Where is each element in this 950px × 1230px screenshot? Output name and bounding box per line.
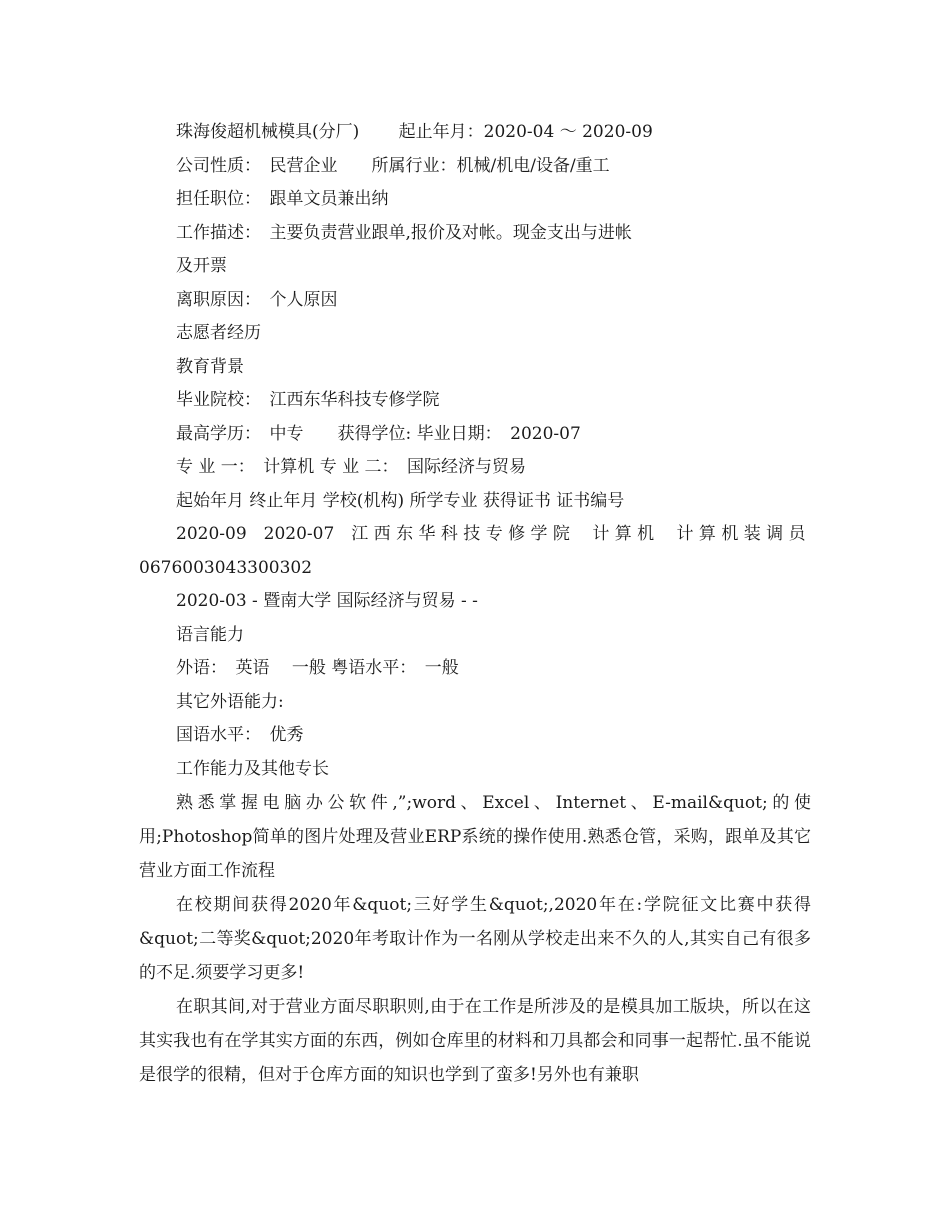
education-heading: 教育背景 bbox=[176, 356, 244, 377]
mandarin-line: 国语水平： 优秀 bbox=[176, 725, 304, 745]
company-nature-line: 公司性质： 民营企业 所属行业：机械/机电/设备/重工 bbox=[176, 155, 610, 176]
work-company-line: 珠海俊超机械模具(分厂) 起止年月：2020-04 ～ 2020-09 bbox=[176, 122, 653, 142]
education-row-1: 2020-09 2020-07 江 西 东 华 科 技 专 修 学 院 计 算 机 计 算 机 装 调 员 bbox=[176, 524, 806, 544]
foreign-language-line: 外语： 英语 一般 粤语水平： 一般 bbox=[176, 658, 459, 678]
awards-paragraph: 在校期间获得2020年&quot;三好学生&quot;,2020年在:学院征文比赛中获得&quot;二等奖&quot;2020年考取计作为一名刚从学校走出来不久的人,其实自己有很多的不足.须要学习更多! bbox=[139, 895, 811, 983]
skills-heading: 工作能力及其他专长 bbox=[176, 758, 329, 779]
resume-body bbox=[139, 116, 811, 1092]
certificate-number: 0676003043300302 bbox=[139, 557, 313, 578]
job-description-line: 工作描述： 主要负责营业跟单,报价及对帐。现金支出与进帐 bbox=[176, 222, 632, 243]
skills-paragraph: 熟悉掌握电脑办公软件,”;word、Excel、Internet、E-mail&quot;的使用;Photoshop简单的图片处理及营业ERP系统的操作使用.熟悉仓管，采购，跟单及其它营业方面工作流程 bbox=[139, 793, 811, 881]
language-heading: 语言能力 bbox=[176, 624, 244, 645]
other-language-line: 其它外语能力: bbox=[176, 691, 284, 712]
leave-reason-line: 离职原因： 个人原因 bbox=[176, 289, 338, 310]
job-description-continued: 及开票 bbox=[176, 256, 227, 276]
work-experience-paragraph: 在职其间,对于营业方面尽职职则,由于在工作是所涉及的是模具加工版块，所以在这其实我也有在学其实方面的东西，例如仓库里的材料和刀具都会和同事一起帮忙.虽不能说是很学的很精，但对于仓库方面的知识也学到了蛮多!另外也有兼职 bbox=[139, 997, 811, 1085]
school-line: 毕业院校： 江西东华科技专修学院 bbox=[176, 390, 440, 410]
degree-line: 最高学历： 中专 获得学位: 毕业日期： 2020-07 bbox=[176, 423, 581, 444]
education-table-header: 起始年月 终止年月 学校(机构) 所学专业 获得证书 证书编号 bbox=[176, 490, 625, 511]
volunteer-heading: 志愿者经历 bbox=[176, 323, 261, 343]
education-row-2: 2020-03 - 暨南大学 国际经济与贸易 - - bbox=[176, 591, 478, 611]
position-line: 担任职位： 跟单文员兼出纳 bbox=[176, 189, 389, 209]
major-line: 专 业 一： 计算机 专 业 二： 国际经济与贸易 bbox=[176, 457, 527, 477]
